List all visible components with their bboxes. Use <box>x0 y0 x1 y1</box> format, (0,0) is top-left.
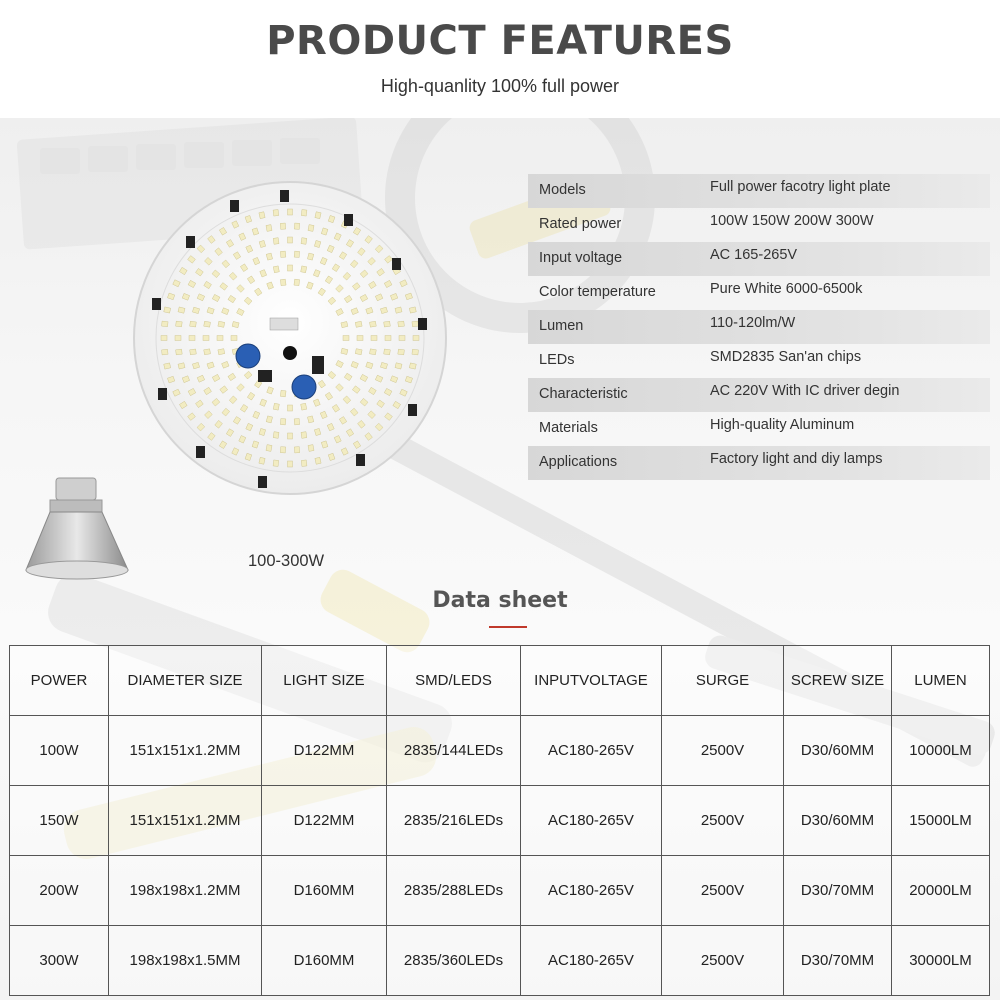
led-chip <box>288 433 293 439</box>
spec-value: 110-120lm/W <box>710 315 796 331</box>
led-chip <box>294 447 299 453</box>
spec-value: Pure White 6000-6500k <box>710 281 863 297</box>
spec-label: Characteristic <box>539 386 628 402</box>
table-row <box>10 926 990 996</box>
table-cell: 2835/144LEDs <box>387 716 521 786</box>
led-chip <box>294 251 299 257</box>
led-chip <box>280 251 285 257</box>
led-chip <box>385 336 391 341</box>
led-chip <box>301 432 307 439</box>
led-chip <box>162 349 169 355</box>
table-cell: AC180-265V <box>521 926 662 996</box>
table-cell: 2835/360LEDs <box>387 926 521 996</box>
column-header: INPUTVOLTAGE <box>521 646 662 716</box>
datasheet-title-underline <box>489 626 527 628</box>
table-cell: D160MM <box>262 856 387 926</box>
led-chip <box>384 349 391 355</box>
spec-value: AC 165-265V <box>710 247 798 263</box>
led-chip <box>164 307 171 313</box>
led-chip <box>294 223 299 229</box>
spec-label: Materials <box>539 420 598 436</box>
table-cell: 151x151x1.2MM <box>109 716 262 786</box>
led-chip <box>218 321 225 327</box>
table-cell: 30000LM <box>892 926 990 996</box>
table-cell: 300W <box>10 926 109 996</box>
column-header: POWER <box>10 646 109 716</box>
spec-row-lumen <box>528 310 990 344</box>
table-header-row <box>10 646 990 716</box>
table-row <box>10 716 990 786</box>
table-cell: 10000LM <box>892 716 990 786</box>
spec-label: Color temperature <box>539 284 656 300</box>
led-chip <box>162 321 169 327</box>
led-chip <box>218 349 225 355</box>
led-chip <box>190 349 197 355</box>
spec-label: Models <box>539 182 586 198</box>
spec-label: Rated power <box>539 216 622 232</box>
table-cell: 15000LM <box>892 786 990 856</box>
table-row <box>10 786 990 856</box>
led-chip <box>288 405 293 411</box>
table-cell: 200W <box>10 856 109 926</box>
led-chip <box>176 321 183 327</box>
led-chip <box>399 336 405 341</box>
led-chip <box>273 238 279 245</box>
led-chip <box>384 321 391 327</box>
datasheet-title: Data sheet <box>432 588 568 613</box>
table-cell: AC180-265V <box>521 786 662 856</box>
led-chip <box>190 321 197 327</box>
table-cell: 2500V <box>662 786 784 856</box>
spec-label: Lumen <box>539 318 584 334</box>
table-cell: D122MM <box>262 786 387 856</box>
column-header: SURGE <box>662 646 784 716</box>
led-chip <box>343 336 349 341</box>
led-chip <box>273 266 279 273</box>
product-caption: 100-300W <box>248 552 325 570</box>
spec-row-leds <box>528 344 990 378</box>
led-chip <box>231 336 237 341</box>
page-title: PRODUCT FEATURES <box>266 18 734 64</box>
led-chip <box>266 225 272 232</box>
spec-label: Applications <box>539 454 618 470</box>
led-chip <box>301 210 307 217</box>
table-cell: 151x151x1.2MM <box>109 786 262 856</box>
spec-row-input-voltage <box>528 242 990 276</box>
page-subtitle: High-quanlity 100% full power <box>380 76 620 96</box>
spec-label: Input voltage <box>539 250 623 266</box>
led-chip <box>280 223 285 229</box>
spec-list <box>528 174 990 480</box>
column-header: LUMEN <box>892 646 990 716</box>
spec-row-characteristic <box>528 378 990 412</box>
table-cell: 2835/216LEDs <box>387 786 521 856</box>
led-chip <box>204 349 211 355</box>
table-cell: 20000LM <box>892 856 990 926</box>
table-cell: AC180-265V <box>521 716 662 786</box>
led-chip <box>288 237 293 243</box>
spec-value: Full power facotry light plate <box>710 179 891 195</box>
led-chip <box>301 460 307 467</box>
led-chip <box>217 336 223 341</box>
table-cell: 100W <box>10 716 109 786</box>
led-chip <box>175 336 181 341</box>
table-cell: 2500V <box>662 926 784 996</box>
led-chip <box>288 265 293 271</box>
column-header: SMD/LEDS <box>387 646 521 716</box>
led-chip <box>294 279 300 286</box>
column-header: LIGHT SIZE <box>262 646 387 716</box>
led-chip <box>273 210 279 217</box>
led-board-image <box>130 178 450 498</box>
highbay-lamp-image <box>22 474 132 584</box>
table-cell: 198x198x1.2MM <box>109 856 262 926</box>
table-cell: 2835/288LEDs <box>387 856 521 926</box>
led-chip <box>164 363 171 369</box>
table-cell: D160MM <box>262 926 387 996</box>
datasheet-table <box>9 645 990 996</box>
led-chip <box>357 336 363 341</box>
spec-row-applications <box>528 446 990 480</box>
spec-value: High-quality Aluminum <box>710 417 855 433</box>
led-chip <box>308 445 314 452</box>
spec-row-color-temperature <box>528 276 990 310</box>
led-chip <box>371 336 377 341</box>
led-chip <box>355 349 362 355</box>
led-chip <box>301 238 307 245</box>
led-chip <box>294 419 299 425</box>
table-cell: 150W <box>10 786 109 856</box>
led-chip <box>288 209 293 215</box>
column-header: DIAMETER SIZE <box>109 646 262 716</box>
capacitor-1 <box>236 344 260 368</box>
led-chip <box>301 266 307 273</box>
led-chip <box>273 460 279 467</box>
led-chip <box>412 321 419 327</box>
table-cell: D122MM <box>262 716 387 786</box>
spec-value: Factory light and diy lamps <box>710 451 883 467</box>
led-chip <box>189 336 195 341</box>
led-chip <box>409 307 416 313</box>
led-chip <box>413 336 419 341</box>
led-chip <box>315 457 321 464</box>
table-cell: D30/60MM <box>784 786 892 856</box>
spec-value: SMD2835 San'an chips <box>710 349 862 365</box>
table-cell: 2500V <box>662 716 784 786</box>
led-chip <box>203 336 209 341</box>
led-chip <box>398 349 405 355</box>
table-cell: 198x198x1.5MM <box>109 926 262 996</box>
table-cell: D30/70MM <box>784 926 892 996</box>
led-chip <box>161 336 167 341</box>
led-chip <box>308 225 314 232</box>
led-chip <box>273 432 279 439</box>
led-chip <box>412 349 419 355</box>
column-header: SCREW SIZE <box>784 646 892 716</box>
led-chip <box>280 390 286 397</box>
table-cell: D30/60MM <box>784 716 892 786</box>
spec-row-rated-power <box>528 208 990 242</box>
led-chip <box>409 363 416 369</box>
table-cell: 2500V <box>662 856 784 926</box>
led-chip <box>355 321 362 327</box>
led-chip <box>280 447 285 453</box>
led-chip <box>370 321 377 327</box>
led-chip <box>273 403 279 410</box>
led-chip <box>176 349 183 355</box>
led-chip <box>280 279 286 286</box>
led-chip <box>266 445 272 452</box>
spec-row-materials <box>528 412 990 446</box>
table-cell: AC180-265V <box>521 856 662 926</box>
led-chip <box>204 321 211 327</box>
led-chip <box>370 349 377 355</box>
spec-value: 100W 150W 200W 300W <box>710 213 874 229</box>
spec-label: LEDs <box>539 352 575 368</box>
led-chip <box>259 457 265 464</box>
led-chip <box>301 403 307 410</box>
led-chip <box>398 321 405 327</box>
led-chip <box>259 212 265 219</box>
table-row <box>10 856 990 926</box>
led-chip <box>315 212 321 219</box>
led-chip <box>280 419 285 425</box>
spec-value: AC 220V With IC driver degin <box>710 383 900 399</box>
capacitor-2 <box>292 375 316 399</box>
led-chip <box>288 461 293 467</box>
table-cell: D30/70MM <box>784 856 892 926</box>
spec-row-models <box>528 174 990 208</box>
